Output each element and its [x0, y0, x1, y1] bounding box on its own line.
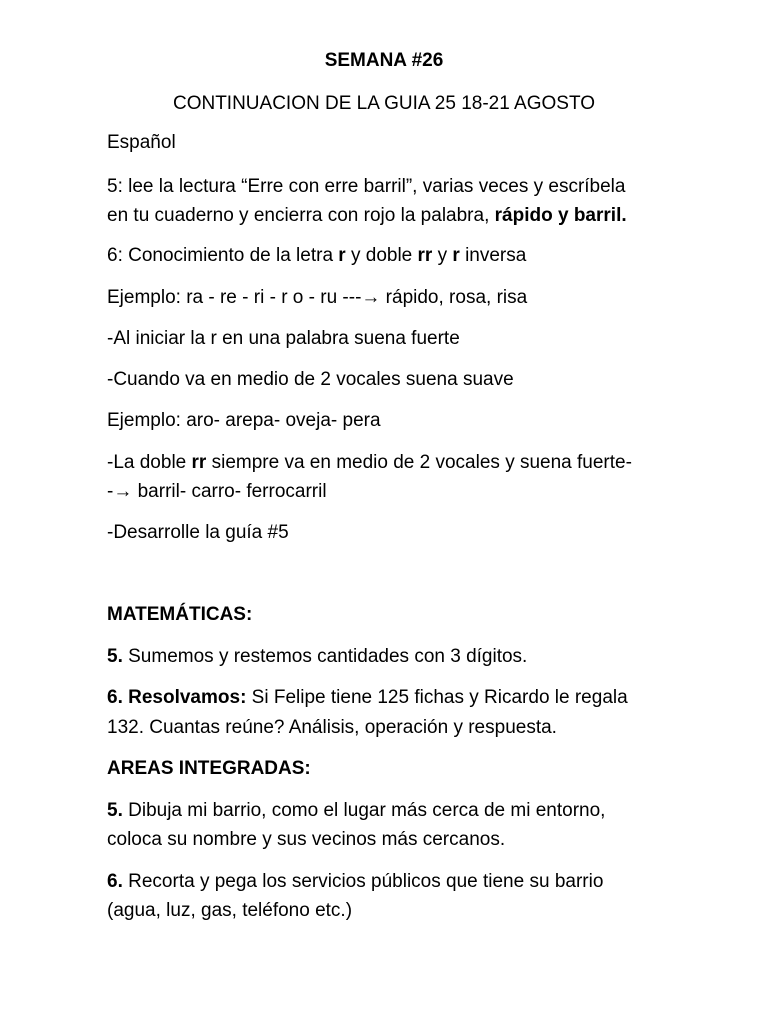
areas-item-5-line-1: 5. Dibuja mi barrio, como el lugar más cerca de mi entorno, [107, 800, 606, 821]
espanol-example-2: Ejemplo: aro- arepa- oveja- pera [107, 410, 381, 431]
areas-heading: AREAS INTEGRADAS: [107, 758, 311, 779]
espanol-item-5-line-2: en tu cuaderno y encierra con rojo la palabra, rápido y barril. [107, 205, 627, 226]
espanol-rule-1: -Al iniciar la r en una palabra suena fuerte [107, 328, 460, 349]
matematicas-item-6-line-1: 6. Resolvamos: Si Felipe tiene 125 fichas y Ricardo le regala [107, 687, 628, 708]
espanol-example-1: Ejemplo: ra - re - ri - r o - ru ---→ rápido, rosa, risa [107, 287, 528, 308]
espanol-rule-3-line-2: -→ barril- carro- ferrocarril [107, 481, 327, 502]
espanol-rule-2: -Cuando va en medio de 2 vocales suena suave [107, 369, 514, 390]
espanol-guide: -Desarrolle la guía #5 [107, 522, 289, 543]
espanol-heading: Español [107, 132, 176, 153]
espanol-rule-3-line-1: -La doble rr siempre va en medio de 2 vocales y suena fuerte- [107, 452, 632, 473]
areas-item-6-line-1: 6. Recorta y pega los servicios públicos que tiene su barrio [107, 871, 604, 892]
espanol-item-6: 6: Conocimiento de la letra r y doble rr y r inversa [107, 245, 527, 266]
matematicas-item-5: 5. Sumemos y restemos cantidades con 3 dígitos. [107, 646, 528, 667]
areas-item-6-line-2: (agua, luz, gas, teléfono etc.) [107, 900, 353, 921]
areas-item-5-line-2: coloca su nombre y sus vecinos más cercanos. [107, 829, 506, 850]
matematicas-heading: MATEMÁTICAS: [107, 604, 253, 625]
document-subtitle: CONTINUACION DE LA GUIA 25 18-21 AGOSTO [172, 93, 595, 114]
matematicas-item-6-line-2: 132. Cuantas reúne? Análisis, operación y respuesta. [107, 717, 557, 738]
document-title: SEMANA #26 [324, 50, 444, 71]
espanol-item-5-line-1: 5: lee la lectura “Erre con erre barril”, varias veces y escríbela [107, 176, 626, 197]
